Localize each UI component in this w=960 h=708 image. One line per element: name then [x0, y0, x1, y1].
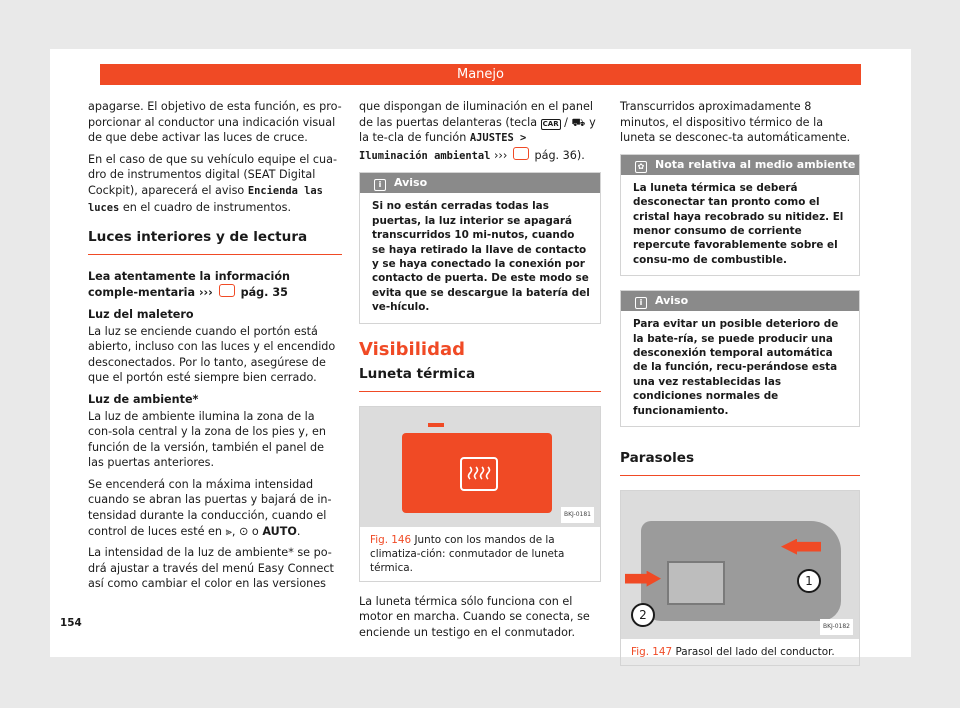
note-body: Si no están cerradas todas las puertas, la luz interior se apagará transcurridos 10 mi-nutos, cuando se haya retirado la llave de contacto y se haya conectado la conexión por contacto de puerta. De este modo se evita que se descargue la batería del ve-hículo.	[372, 200, 590, 314]
paragraph: Se encenderá con la máxima intensidad cuando se abran las puertas y bajará de in-tensidad durante la conducción, cuando el control de luces esté en ⫸, ⊙ o AUTO.	[88, 477, 332, 538]
indicator-light	[428, 423, 444, 427]
column-1	[88, 99, 342, 598]
section-title: Luneta térmica	[359, 367, 601, 392]
info-icon: i	[374, 179, 386, 191]
paragraph: que dispongan de iluminación en el panel de las puertas delanteras (tecla CAR / ⛟ y la te-cla de función AJUSTES > Iluminación ambiental ››› pág. 36).	[359, 100, 596, 162]
page-reference-icon	[513, 147, 529, 160]
paragraph: apagarse. El objetivo de esta función, es pro-porcionar al conductor una indicación visual de que debe activar las luces de cruce.	[88, 100, 342, 145]
page-reference-icon	[219, 284, 235, 297]
chapter-title: Visibilidad	[359, 338, 465, 360]
auto-symbol: AUTO	[262, 524, 297, 538]
note-title: Nota relativa al medio ambiente	[655, 157, 856, 171]
environment-note	[620, 154, 860, 276]
light-switch-symbols: ⫸, ⊙ o	[225, 524, 259, 538]
rear-defrost-switch-image	[360, 407, 600, 527]
callout-1: 1	[797, 569, 821, 593]
figure-146	[359, 406, 601, 582]
subheading: Luz de ambiente*	[88, 392, 199, 406]
info-icon: i	[635, 297, 647, 309]
section-title: Parasoles	[620, 451, 860, 476]
display-message: Encienda las luces	[88, 184, 323, 214]
note-body: Para evitar un posible deterioro de la bate-ría, se puede producir una desconexión temporal automática de la función, recu-perándose esta una vez restablecidas las condiciones normales de funcionamiento.	[633, 318, 839, 417]
paragraph: La luz se enciende cuando el portón está abierto, incluso con las luces y el encendido desconectados. Por lo tanto, asegúrese de que el portón esté siempre bien cerrado.	[88, 324, 336, 385]
column-2	[359, 99, 601, 647]
paragraph: La luneta térmica sólo funciona con el motor en marcha. Cuando se conecta, se enciende un testigo en el conmutador.	[359, 594, 590, 639]
figure-code: BKJ-0181	[561, 507, 594, 523]
sun-visor-image	[621, 491, 859, 639]
subheading: Luz del maletero	[88, 307, 194, 321]
leaf-icon: ✿	[635, 161, 647, 173]
lead-paragraph: Lea atentamente la información comple-mentaria ››› pág. 35	[88, 269, 291, 300]
rear-defrost-icon	[460, 457, 498, 491]
paragraph: En el caso de que su vehículo equipe el cua-dro de instrumentos digital (SEAT Digital Cockpit), aparecerá el aviso Encienda las luces en el cuadro de instrumentos.	[88, 152, 338, 214]
paragraph: La intensidad de la luz de ambiente* se po-drá ajustar a través del menú Easy Connect así como cambiar el color en las versiones	[88, 546, 334, 591]
section-title: Luces interiores y de lectura	[88, 230, 342, 255]
note-title: Aviso	[655, 294, 689, 308]
section-header: Manejo	[100, 64, 861, 85]
switch-panel	[402, 433, 552, 513]
car-key-icon: CAR	[542, 119, 559, 128]
warning-note	[620, 290, 860, 427]
note-body: La luneta térmica se deberá desconectar tan pronto como el cristal haya recobrado su nitidez. El menor consumo de corriente repercute favorablemente sobre el consu-mo de combustible.	[633, 181, 844, 266]
page-number: 154	[60, 617, 82, 629]
callout-2: 2	[631, 603, 655, 627]
figure-147	[620, 490, 860, 666]
figure-code: BKJ-0182	[820, 619, 853, 635]
menu-path: AJUSTES > Iluminación ambiental	[359, 132, 527, 162]
paragraph: Transcurridos aproximadamente 8 minutos, el dispositivo térmico de la luneta se desconec-ta automáticamente.	[620, 100, 851, 145]
column-3	[620, 99, 860, 678]
figure-caption: Fig. 146 Junto con los mandos de la climatiza-ción: conmutador de luneta térmica.	[370, 533, 565, 574]
vanity-mirror-cover	[667, 561, 725, 605]
warning-note	[359, 172, 601, 323]
note-title: Aviso	[394, 176, 428, 190]
paragraph: La luz de ambiente ilumina la zona de la con-sola central y la zona de los pies y, en función de la versión, también el panel de las puertas anteriores.	[88, 409, 326, 470]
figure-caption: Fig. 147 Parasol del lado del conductor.	[631, 645, 835, 658]
